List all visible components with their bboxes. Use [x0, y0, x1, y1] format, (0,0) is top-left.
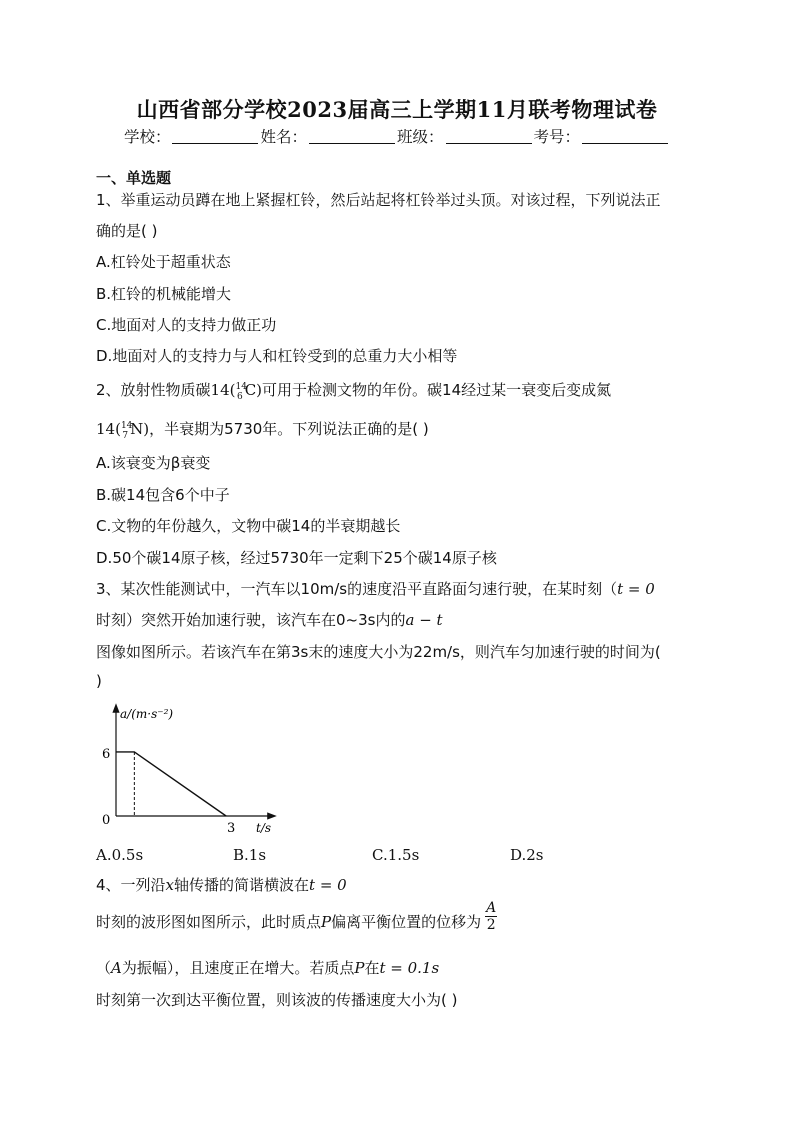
- q3-text: 3、某次性能测试中，一汽车以10m/s的速度沿平直路面匀速行驶，在某时刻（: [96, 580, 618, 598]
- q4-stem-line1: [96, 874, 347, 895]
- number-label: 考号：: [533, 128, 581, 146]
- acceleration-time-chart: [96, 700, 286, 840]
- fraction-denominator: 2: [486, 917, 496, 933]
- number-blank: [582, 129, 668, 144]
- q2-option-b: B.碳14包含6个中子: [96, 486, 230, 504]
- q4-text: 4、一列沿: [96, 876, 166, 894]
- q3-option-a: A.0.5s: [96, 846, 144, 864]
- q2-stem-line2: 14($^{14}_7$ N)，半衰期为5730年。下列说法正确的是( ): [96, 420, 429, 441]
- q4-math-t01: t = 0.1s: [379, 959, 440, 977]
- name-label: 姓名：: [260, 128, 307, 146]
- fraction-numerator: A: [486, 900, 497, 916]
- q3-option-c: C.1.5s: [372, 846, 420, 864]
- y-tick-label-6: 6: [102, 747, 111, 762]
- x-axis-label: t/s: [256, 821, 272, 835]
- acceleration-series-line: [116, 752, 226, 816]
- q4-var-p: P: [321, 913, 332, 931]
- q2-mass-number: 14: [210, 381, 230, 399]
- q4-stem-line2: [96, 900, 497, 939]
- q3-option-b: B.1s: [233, 846, 267, 864]
- y-tick-label-0: 0: [102, 813, 111, 828]
- name-blank: [309, 129, 395, 144]
- q1-stem-line1: 1、举重运动员蹲在地上紧握杠铃，然后站起将杠铃举过头顶。对该过程，下列说法正: [96, 191, 661, 209]
- q3-text-b: 时刻）突然开始加速行驶，该汽车在0~3s内的: [96, 611, 406, 629]
- carbon-nuclide: [235, 381, 257, 402]
- q3-math-at: a − t: [405, 611, 443, 629]
- q2-stem-line1: 2、放射性物质碳14($^{14}_6$ C)可用于检测文物的年份。碳14经过某一衰变后变成氮: [96, 381, 612, 402]
- q4-stem-line4: 时刻第一次到达平衡位置，则该波的传播速度大小为( ): [96, 991, 458, 1009]
- nitrogen-nuclide: [120, 420, 144, 441]
- q2-text-b: 可用于检测文物的年份。碳14经过某一衰变后变成氮: [262, 381, 612, 399]
- q2-mass-number-2: 14: [96, 420, 116, 438]
- nuclide-atomic: 6: [236, 392, 243, 402]
- q2-text-c: ，半衰期为5730年。下列说法正确的是( ): [149, 420, 429, 438]
- q4-var-x: x: [165, 876, 175, 894]
- q3-option-d: D.2s: [510, 846, 544, 864]
- class-blank: [446, 129, 532, 144]
- section-heading: 一、单选题: [96, 169, 172, 187]
- q2-option-a: A.该衰变为β衰变: [96, 454, 211, 472]
- q1-option-a: A.杠铃处于超重状态: [96, 253, 231, 271]
- q4-paren: （: [96, 959, 112, 977]
- q4-text-c: 时刻的波形图如图所示，此时质点: [96, 913, 322, 931]
- q4-var-p2: P: [354, 959, 365, 977]
- exam-title: 山西省部分学校2023届高三上学期11月联考物理试卷: [136, 97, 658, 122]
- q1-option-d: D.地面对人的支持力与人和杠铃受到的总重力大小相等: [96, 347, 458, 365]
- q3-stem-line1: [96, 578, 655, 599]
- q3-stem-line2: [96, 609, 443, 630]
- nuclide-symbol: C: [244, 381, 257, 399]
- class-label: 班级：: [397, 128, 444, 146]
- q1-stem-line2: 确的是( ): [96, 222, 158, 240]
- nuclide-mass: 14: [235, 382, 247, 392]
- q2-option-d: D.50个碳14原子核，经过5730年一定剩下25个碳14原子核: [96, 549, 497, 567]
- q2-text: 2、放射性物质碳: [96, 381, 211, 399]
- nuclide-atomic: 7: [122, 431, 129, 441]
- x-tick-label-3: 3: [227, 821, 236, 836]
- q4-text-d: 偏离平衡位置的位移为: [331, 913, 482, 931]
- y-axis-label: a/(m·s⁻²): [120, 707, 174, 721]
- nuclide-mass: 14: [120, 421, 133, 431]
- nuclide-symbol: N: [130, 420, 144, 438]
- q1-option-c: C.地面对人的支持力做正功: [96, 316, 277, 334]
- school-label: 学校：: [123, 128, 171, 146]
- q4-text-f: 在: [364, 959, 380, 977]
- q4-text-b: 轴传播的简谐横波在: [174, 876, 310, 894]
- school-blank: [172, 129, 258, 144]
- q4-stem-line3: [96, 957, 439, 978]
- q4-var-a: A: [111, 959, 122, 977]
- q3-stem-line3: 图像如图所示。若该汽车在第3s末的速度大小为22m/s，则汽车匀加速行驶的时间为(: [96, 643, 661, 661]
- q4-text-e: 为振幅），且速度正在增大。若质点: [121, 959, 355, 977]
- q3-math-t0: t = 0: [617, 580, 655, 598]
- q2-option-c: C.文物的年份越久，文物中碳14的半衰期越长: [96, 517, 401, 535]
- q4-fraction: [485, 900, 497, 933]
- student-info-row: [0, 125, 794, 147]
- q1-option-b: B.杠铃的机械能增大: [96, 285, 232, 303]
- q4-math-t0: t = 0: [309, 876, 347, 894]
- q3-stem-line4: ): [96, 672, 102, 690]
